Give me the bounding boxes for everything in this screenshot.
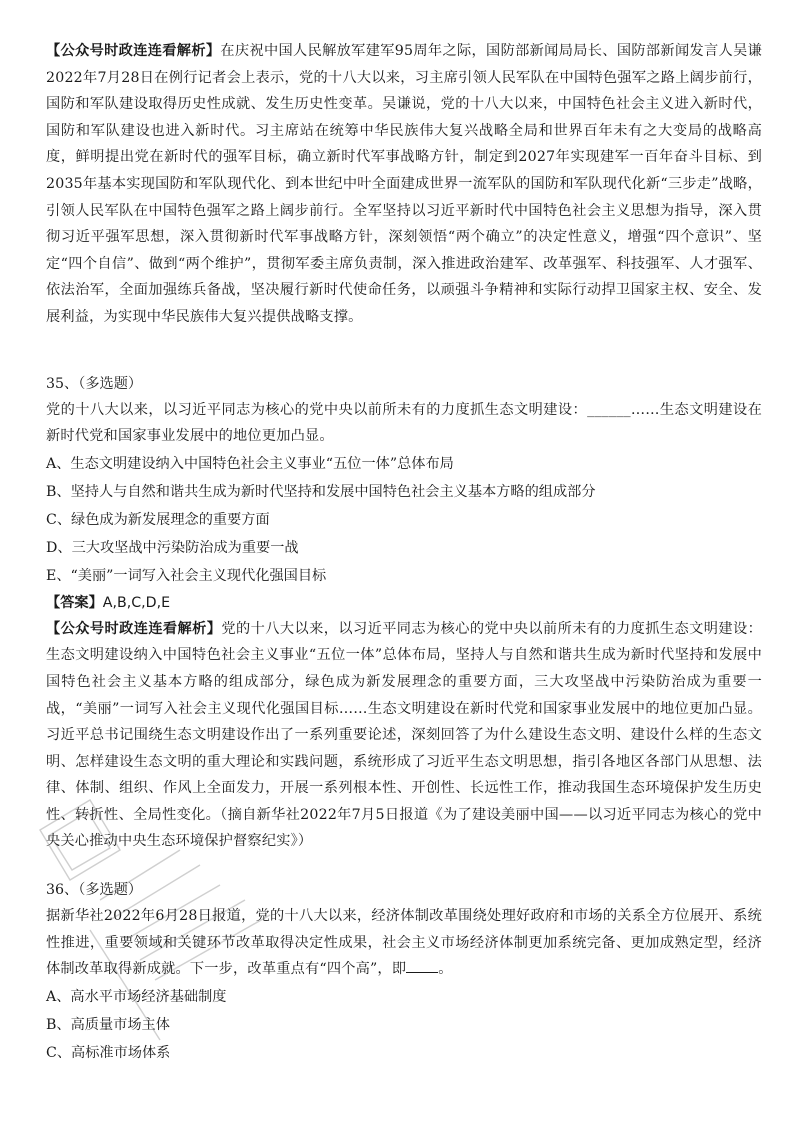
- question-35-option-b: B、坚持人与自然和谐共生成为新时代坚持和发展中国特色社会主义基本方略的组成部分: [46, 483, 596, 500]
- spacer: [46, 331, 762, 371]
- question-35-header: 35、（多选题）: [46, 375, 143, 392]
- analysis-tag: 【公众号时政连连看解析】: [46, 43, 221, 59]
- answer-value: A,B,C,D,E: [102, 594, 171, 611]
- question-36-option-a: A、高水平市场经济基础制度: [46, 988, 227, 1005]
- question-35-option-c: C、绿色成为新发展理念的重要方面: [46, 511, 270, 528]
- question-35-option-e: E、“美丽”一词写入社会主义现代化强国目标: [46, 567, 327, 584]
- stem-end: 。: [438, 961, 453, 978]
- question-36-stem: [46, 903, 762, 983]
- analysis-text: 在庆祝中国人民解放军建军95周年之际，国防部新闻局局长、国防部新闻发言人吴谦2022年7月28日在例行记者会上表示，党的十八大以来，习主席引领人民军队在中国特色强军之路上阔步前行，国防和军队建设取得历史性成就、发生历史性变革。吴谦说，党的十八大以来，中国特色社会主义进入新时代，国防和军队建设也进入新时代。习主席站在统筹中华民族伟大复兴战略全局和世界百年未有之大变局的战略高度，鲜明提出党在新时代的强军目标，确立新时代军事战略方针，制定到2027年实现建军一百年奋斗目标、到2035年基本实现国防和军队现代化、到本世纪中叶全面建成世界一流军队的国防和军队现代化新“三步走”战略，引领人民军队在中国特色强军之路上阔步前行。全军坚持以习近平新时代中国特色社会主义思想为指导，深入贯彻习近平强军思想，深入贯彻新时代军事战略方针，深刻领悟“两个确立”的决定性意义，增强“四个意识”、坚定“四个自信”、做到“两个维护”，贯彻军委主席负责制，深入推进政治建军、改革强军、科技强军、人才强军、依法治军，全面加强练兵备战，坚决履行新时代使命任务，以顽强斗争精神和实际行动捍卫国家主权、安全、发展利益，为实现中华民族伟大复兴提供战略支撑。: [46, 43, 763, 325]
- question-35-analysis: [46, 616, 762, 855]
- stem-text: 据新华社2022年6月28日报道，党的十八大以来，经济体制改革围绕处理好政府和市场的关系全方位展开、系统性推进，重要领域和关键环节改革取得决定性成果，社会主义市场经济体制更加系统完备、更加成熟定型，经济体制改革取得新成就。下一步，改革重点有“四个高”，即: [46, 908, 762, 978]
- question-35-answer: [46, 590, 762, 616]
- question-36-option-b: B、高质量市场主体: [46, 1016, 170, 1033]
- question-35-option-a: A、生态文明建设纳入中国特色社会主义事业“五位一体”总体布局: [46, 455, 454, 472]
- answer-tag: 【答案】: [46, 594, 103, 611]
- top-analysis-paragraph: [46, 38, 762, 331]
- question-35-option-d: D、三大攻坚战中污染防治成为重要一战: [46, 539, 299, 556]
- answer-blank: [406, 956, 438, 973]
- document-page: [46, 38, 762, 1067]
- spacer: [46, 855, 762, 877]
- analysis-tag: 【公众号时政连连看解析】: [46, 620, 222, 637]
- question-36-option-c: C、高标准市场体系: [46, 1044, 171, 1061]
- question-35-stem: 党的十八大以来，以习近平同志为核心的党中央以前所未有的力度抓生态文明建设：______……生态文明建设在新时代党和国家事业发展中的地位更加凸显。: [46, 401, 762, 445]
- analysis-text: 党的十八大以来，以习近平同志为核心的党中央以前所未有的力度抓生态文明建设：生态文明建设纳入中国特色社会主义事业“五位一体”总体布局，坚持人与自然和谐共生成为新时代坚持和发展中国特色社会主义基本方略的组成部分，绿色成为新发展理念的重要方面，三大攻坚战中污染防治成为重要一战，“美丽”一词写入社会主义现代化强国目标……生态文明建设在新时代党和国家事业发展中的地位更加凸显。习近平总书记围绕生态文明建设作出了一系列重要论述，深刻回答了为什么建设生态文明、建设什么样的生态文明、怎样建设生态文明的重大理论和实践问题，系统形成了习近平生态文明思想，指引各地区各部门从思想、法律、体制、组织、作风上全面发力，开展一系列根本性、开创性、长远性工作，推动我国生态环境保护发生历史性、转折性、全局性变化。（摘自新华社2022年7月5日报道《为了建设美丽中国——以习近平同志为核心的党中央关心推动中央生态环境保护督察纪实》）: [46, 620, 762, 850]
- question-36-header: 36、（多选题）: [46, 882, 143, 899]
